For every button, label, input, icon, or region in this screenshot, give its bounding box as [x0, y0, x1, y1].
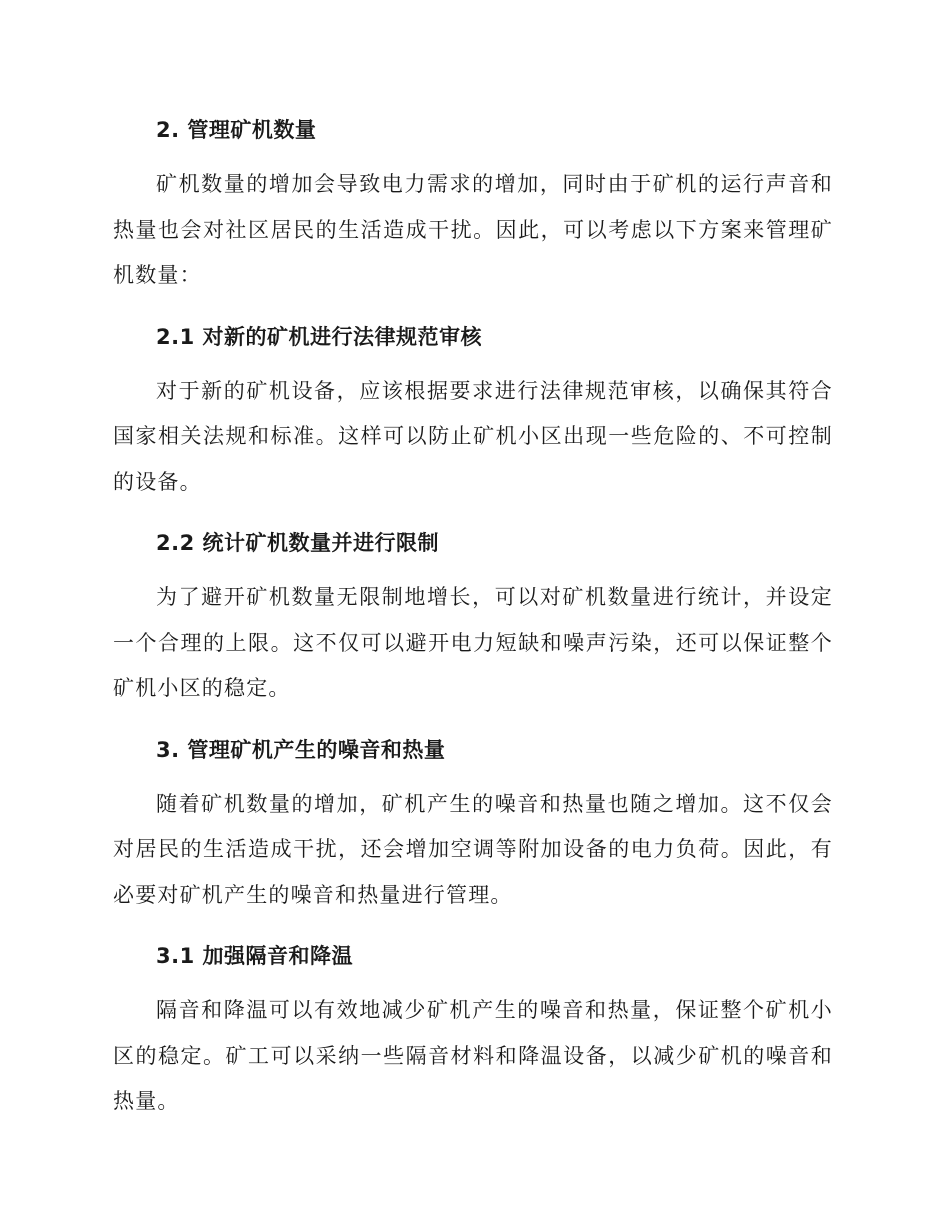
section-paragraph: 隔音和降温可以有效地减少矿机产生的噪音和热量，保证整个矿机小区的稳定。矿工可以采纳一些隔音材料和降温设备，以减少矿机的噪音和热量。: [113, 998, 833, 1113]
section-heading: 2.2 统计矿机数量并进行限制: [156, 531, 440, 555]
document-page: [113, 110, 833, 1125]
section-paragraph: 对于新的矿机设备，应该根据要求进行法律规范审核，以确保其符合国家相关法规和标准。这样可以防止矿机小区出现一些危险的、不可控制的设备。: [113, 378, 833, 494]
section-heading: 3.1 加强隔音和降温: [156, 944, 354, 968]
section-heading: 3. 管理矿机产生的噪音和热量: [156, 737, 446, 762]
section-heading: 2.1 对新的矿机进行法律规范审核: [156, 324, 483, 349]
section-heading: 2. 管理矿机数量: [156, 118, 317, 142]
section-paragraph: 矿机数量的增加会导致电力需求的增加，同时由于矿机的运行声音和热量也会对社区居民的生活造成干扰。因此，可以考虑以下方案来管理矿机数量：: [113, 172, 833, 287]
section-paragraph: 随着矿机数量的增加，矿机产生的噪音和热量也随之增加。这不仅会对居民的生活造成干扰，还会增加空调等附加设备的电力负荷。因此，有必要对矿机产生的噪音和热量进行管理。: [113, 791, 833, 907]
section-paragraph: 为了避开矿机数量无限制地增长，可以对矿机数量进行统计，并设定一个合理的上限。这不仅可以避开电力短缺和噪声污染，还可以保证整个矿机小区的稳定。: [113, 585, 833, 700]
